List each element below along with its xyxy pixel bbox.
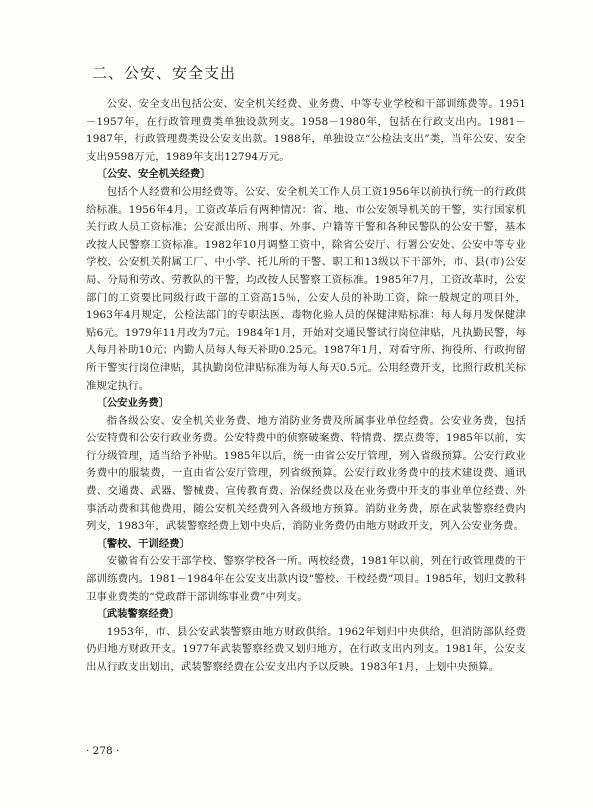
section-title: 二、公安、安全支出 (92, 64, 237, 82)
page-number: · 278 · (86, 745, 120, 757)
subsection-heading-agency-funds: 〔公安、安全机关经费〕 (96, 168, 211, 181)
intro-paragraph: 公安、安全支出包括公安、安全机关经费、业务费、中等专业学校和干部训练费等。1951－1957年，在行政管理费类单独设款列支。1958－1980年，包括在行政支出内。1981－1987年，行政管理费类设公安支出款。1988年，单独设立“公检法支出”类，当年公安、安全支出9598万元，1989年支出12794万元。 (86, 98, 526, 163)
subsection-text-agency-funds: 包括个人经费和公用经费等。公安、安全机关工作人员工资1956年以前执行统一的行政供给标准。1956年4月，工资改革后有两种情况：省、地、市公安领导机关的干警，实行国家机关行政人员工资标准；公安派出所、刑事、外事、户籍等干警和各种民警队的公安干警，基本改按人民警察工资标准。1982年10月调整工资中，除省公安厅、行署公安处、公安中等专业学校、公安机关附属工厂、中小学、托儿所的干警、职工和13级以下干部外，市、县(市)公安局、分局和劳改、劳教队的干警，均改按人民警察工资标准。1985年7月，工资改革时，公安部门的工资要比同级行政干部的工资高15％，公安人员的补助工资，除一般规定的项目外，1963年4月规定，公检法部门的专职法医、毒物化验人员的保健津贴标准：每人每月发保健津贴6元。1979年11月改为7元。1984年1月，开始对交通民警试行岗位津贴，凡执勤民警，每人每月补助10元；内勤人员每人每天补助0.25元。1987年1月，对看守所、拘役所、行政拘留所干警实行岗位津贴，其执勤岗位津贴标准为每人每天0.5元。公用经费开支，比照行政机关标准规定执行。 (86, 185, 526, 392)
subsection-heading-school-training: 〔警校、干训经费〕 (96, 537, 190, 550)
subsection-text-operations: 指各级公安、安全机关业务费、地方消防业务费及所属事业单位经费。公安业务费，包括公安特费和公安行政业务费。公安特费中的侦察破案费、特情费、摆点费等，1985年以前，实行分级管理，适当给予补贴。1985年以后，统一由省公安厅管理，列入省级预算。公安行政业务费中的服装费，一直由省公安厅管理，列省级预算。公安行政业务费中的技术建设费、通讯费、交通费、武器、警械费、宣传教育费、治保经费以及在业务费中开支的事业单位经费、外事活动费和其他费用，随公安机关经费列入各级地方预算。消防业务费，原在武装警察经费内列支，1983年，武装警察经费上划中央后，消防业务费仍由地方财政开支，列入公安业务费。 (86, 414, 526, 533)
page-content (86, 62, 526, 677)
subsection-heading-operations: 〔公安业务费〕 (96, 397, 170, 410)
subsection-heading-armed-police: 〔武装警察经费〕 (96, 608, 180, 621)
subsection-text-armed-police: 1953年，市、县公安武装警察由地方财政供给。1962年划归中央供给，但消防部队经费仍归地方财政开支。1977年武装警察经费又划归地方，在行政支出内列支。1981年，公安支出从行政支出划出，武装警察经费在公安支出内予以反映。1983年1月，上划中央预算。 (86, 625, 526, 673)
subsection-text-school-training: 安徽省有公安干部学校、警察学校各一所。两校经费，1981年以前，列在行政管理费的干部训练费内。1981－1984年在公安支出款内设“警校、干校经费”项目。1985年，划归文教科卫事业费类的“党政群干部训练事业费”中列支。 (86, 555, 526, 603)
